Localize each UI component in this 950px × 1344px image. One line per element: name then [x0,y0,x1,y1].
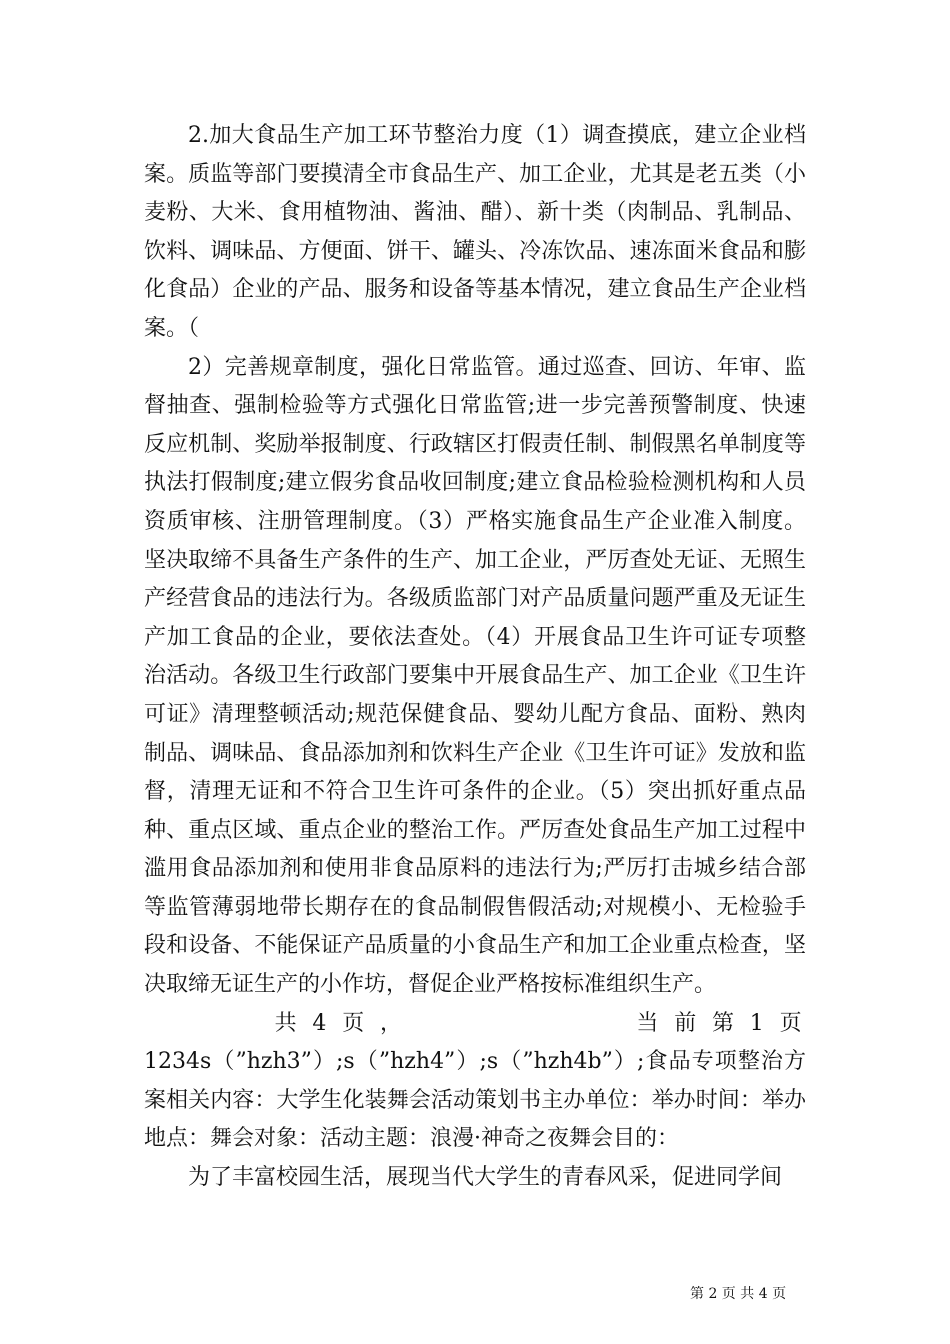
inline-page-current: 当 前 第 1 页 [636,1010,806,1036]
page-footer: 第 2 页 共 4 页 [690,1286,787,1302]
paragraph-regulations: 2）完善规章制度，强化日常监管。通过巡查、回访、年审、监督抽查、强制检验等方式强化日常监管;进一步完善预警制度、快速反应机制、奖励举报制度、行政辖区打假责任制、制假黑名单制度等执法打假制度;建立假劣食品收回制度;建立食品检验检测机构和人员资质审核、注册管理制度。（3）严格实施食品生产企业准入制度。坚决取缔不具备生产条件的生产、加工企业，严厉查处无证、无照生产经营食品的违法行为。各级质监部门对产品质量问题严重及无证生产加工食品的企业，要依法查处。（4）开展食品卫生许可证专项整治活动。各级卫生行政部门要集中开展食品生产、加工企业《卫生许可证》清理整顿活动;规范保健食品、婴幼儿配方食品、面粉、熟肉制品、调味品、食品添加剂和饮料生产企业《卫生许可证》发放和监督，清理无证和不符合卫生许可条件的企业。（5）突出抓好重点品种、重点区域、重点企业的整治工作。严厉查处食品生产加工过程中滥用食品添加剂和使用非食品原料的违法行为;严厉打击城乡结合部等监管薄弱地带长期存在的食品制假售假活动;对规模小、无检验手段和设备、不能保证产品质量的小食品生产和加工企业重点检查，坚决取缔无证生产的小作坊，督促企业严格按标准组织生产。 [144,354,806,998]
document-body [144,117,806,1198]
inline-page-indicator [144,1005,806,1044]
paragraph-dance-purpose: 为了丰富校园生活，展现当代大学生的青春风采，促进同学间 [188,1165,783,1191]
paragraph-food-processing: 2.加大食品生产加工环节整治力度（1）调查摸底，建立企业档案。质监等部门要摸清全市食品生产、加工企业，尤其是老五类（小麦粉、大米、食用植物油、酱油、醋）、新十类（肉制品、乳制品、饮料、调味品、方便面、饼干、罐头、冷冻饮品、速冻面米食品和膨化食品）企业的产品、服务和设备等基本情况，建立食品生产企业档案。（ [144,123,806,341]
continuation-text: 1234s（”hzh3”）;s（”hzh4”）;s（”hzh4b”）;食品专项整治方案相关内容：大学生化装舞会活动策划书主办单位：举办时间：举办地点：舞会对象：活动主题：浪漫·神奇之夜舞会目的： [144,1049,806,1152]
inline-page-total: 共 4 页 ， [274,1010,407,1036]
continuation-block [144,1005,806,1159]
